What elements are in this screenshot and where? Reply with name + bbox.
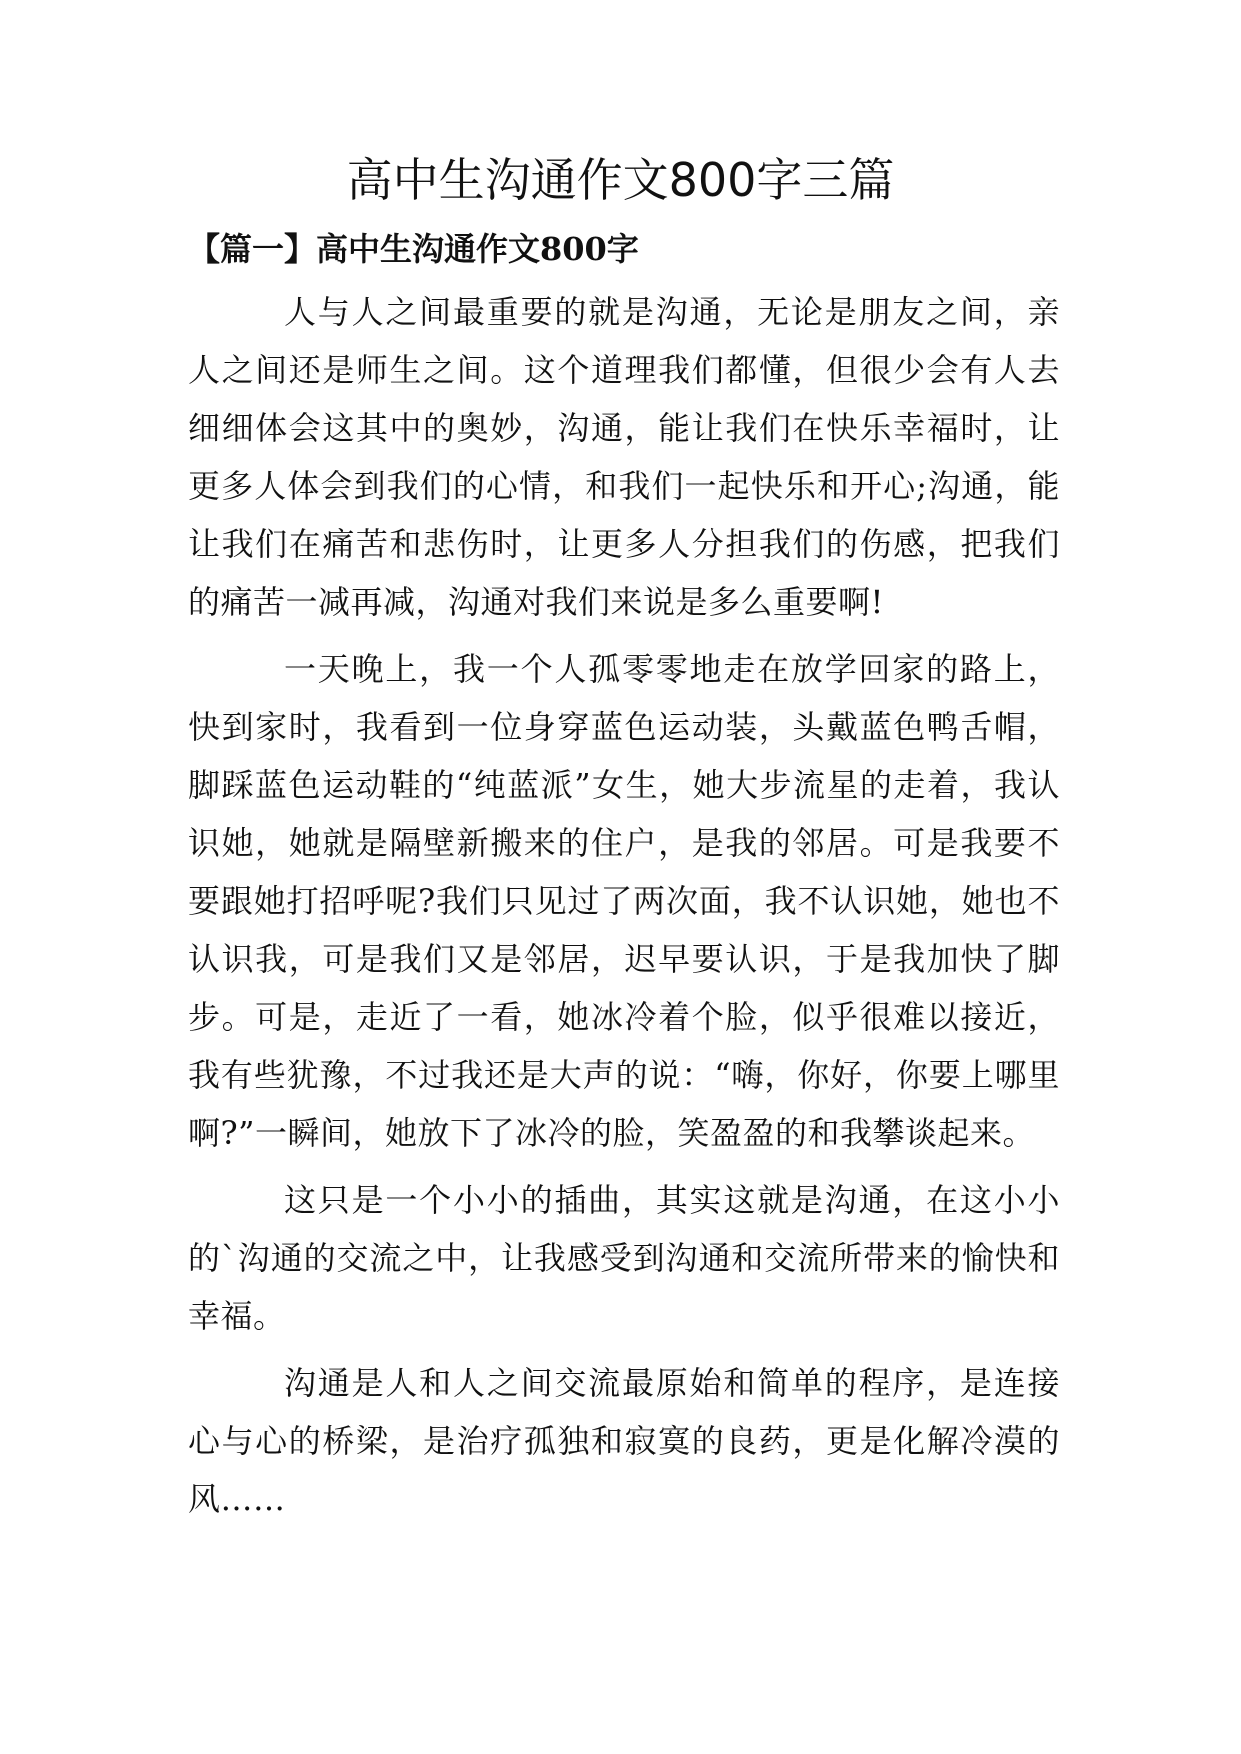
- paragraph-2: 一天晚上，我一个人孤零零地走在放学回家的路上，快到家时，我看到一位身穿蓝色运动装，头戴蓝色鸭舌帽，脚踩蓝色运动鞋的“纯蓝派”女生，她大步流星的走着，我认识她，她就是隔壁新搬来的住户，是我的邻居。可是我要不要跟她打招呼呢?我们只见过了两次面，我不认识她，她也不认识我，可是我们又是邻居，迟早要认识，于是我加快了脚步。可是，走近了一看，她冰冷着个脸，似乎很难以接近，我有些犹豫，不过我还是大声的说：“嗨，你好，你要上哪里啊?”一瞬间，她放下了冰冷的脸，笑盈盈的和我攀谈起来。: [188, 650, 1060, 1152]
- section-heading: 【篇一】高中生沟通作文800字: [188, 230, 639, 268]
- paragraph-4: 沟通是人和人之间交流最原始和简单的程序，是连接心与心的桥梁，是治疗孤独和寂寞的良药，更是化解冷漠的风……: [188, 1364, 1060, 1518]
- document-body: [188, 283, 1060, 1537]
- paragraph-3: 这只是一个小小的插曲，其实这就是沟通，在这小小的`沟通的交流之中，让我感受到沟通和交流所带来的愉快和幸福。: [188, 1181, 1060, 1335]
- document-title: 高中生沟通作文800字三篇: [346, 153, 895, 207]
- paragraph-1: 人与人之间最重要的就是沟通，无论是朋友之间，亲人之间还是师生之间。这个道理我们都懂，但很少会有人去细细体会这其中的奥妙，沟通，能让我们在快乐幸福时，让更多人体会到我们的心情，和我们一起快乐和开心;沟通，能让我们在痛苦和悲伤时，让更多人分担我们的伤感，把我们的痛苦一减再减，沟通对我们来说是多么重要啊!: [188, 293, 1060, 621]
